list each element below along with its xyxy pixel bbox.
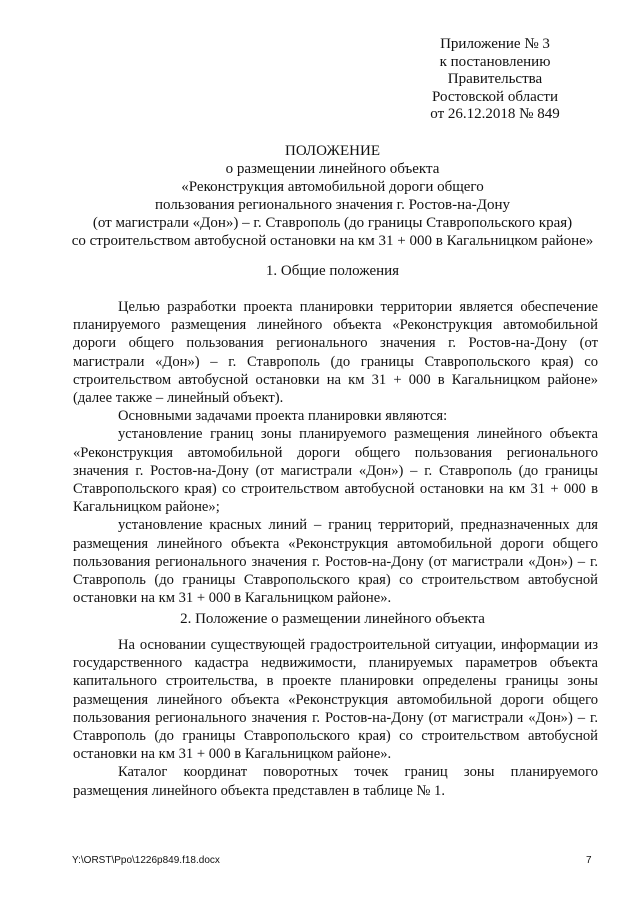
section-2-body <box>73 636 598 800</box>
paragraph: установление границ зоны планируемого размещения линейного объекта «Реконструкция автомобильной дороги общего пользования регионального значения г. Ростов-на-Дону (от магистрали «Дон») – г. Ставрополь (до границы Ставропольского края) со строительством автобусной остановки на км 31 + 000 в Кагальницком районе»; <box>73 426 598 516</box>
paragraph: Целью разработки проекта планировки территории является обеспечение планируемого размещения линейного объекта «Реконструкция автомобильной дороги общего пользования регионального значения г. Ростов-на-Дону (от магистрали «Дон») – г. Ставрополь (до границы Ставропольского края) со строительством автобусной остановки на км 31 + 000 в Кагальницком районе» (далее также – линейный объект). <box>73 299 598 407</box>
section-1-heading: 1. Общие положения <box>265 263 400 279</box>
appendix-line: Ростовской области <box>432 88 558 105</box>
paragraph: На основании существующей градостроительной ситуации, информации из государственного кадастра недвижимости, планируемых параметров объекта капитального строительства, в проекте планировки определены границы зоны размещения линейного объекта «Реконструкция автомобильной дороги общего пользования регионального значения г. Ростов-на-Дону (от магистрали «Дон») – г. Ставрополь (до границы Ставропольского края) со строительством автобусной остановки на км 31 + 000 в Кагальницком районе». <box>73 637 598 763</box>
title-line: «Реконструкция автомобильной дороги общего <box>181 179 484 195</box>
appendix-number: Приложение № 3 <box>440 36 550 52</box>
title-line: (от магистрали «Дон») – г. Ставрополь (до границы Ставропольского края) <box>92 215 573 231</box>
document-title <box>40 142 625 250</box>
paragraph: Каталог координат поворотных точек границ зоны планируемого размещения линейного объекта представлен в таблице № 1. <box>73 764 598 799</box>
title-line: со строительством автобусной остановки на км 31 + 000 в Кагальницком районе» <box>71 233 594 249</box>
footer-page-number: 7 <box>586 855 592 866</box>
footer-file-path: Y:\ORST\Ppo\1226p849.f18.docx <box>72 855 220 866</box>
section-2-heading: 2. Положение о размещении линейного объекта <box>180 611 485 627</box>
title-line: о размещении линейного объекта <box>225 161 440 177</box>
section-1-body <box>73 298 598 607</box>
appendix-date: от 26.12.2018 № 849 <box>430 106 560 123</box>
appendix-line: Правительства <box>447 71 543 88</box>
appendix-line: к постановлению <box>439 53 551 70</box>
title-line: пользования регионального значения г. Ростов-на-Дону <box>154 197 511 213</box>
appendix-block <box>400 36 590 124</box>
paragraph: установление красных линий – границ территорий, предназначенных для размещения линейного объекта «Реконструкция автомобильной дороги общего пользования регионального значения г. Ростов-на-Дону (от магистрали «Дон») – г. Ставрополь (до границы Ставропольского края) со строительством автобусной остановки на км 31 + 000 в Кагальницком районе». <box>73 517 598 607</box>
title-heading: ПОЛОЖЕНИЕ <box>285 143 380 159</box>
paragraph: Основными задачами проекта планировки являются: <box>118 408 448 425</box>
